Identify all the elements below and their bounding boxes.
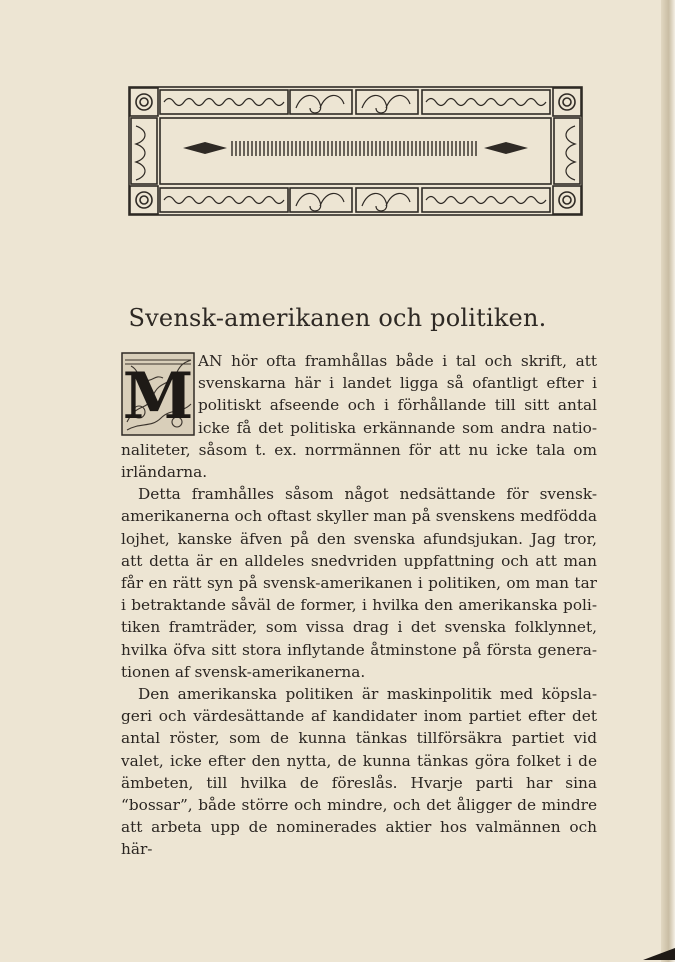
body-text: [121, 350, 597, 861]
paragraph-2: Detta framhålles såsom något nedsättande för svensk-amerikanerna och oftast skyller man på svenskens medfödda lojhet, kanske äfven på den svenska afundsjukan. Jag tror, att detta är en alldeles snedvriden uppfattning och att man får en rätt syn på svensk-amerikanen i politiken, om man tar i betraktande såväl de former, i hvilka den amerikanska politiken framträder, som vissa drag i det svenska folklynnet, hvilka öfva sitt stora inflytande åtminstone på första generationen af svensk-amerikanerna.: [121, 485, 597, 681]
page-edge: [661, 0, 675, 962]
drop-cap-letter: M: [122, 359, 194, 434]
paragraph-3: Den amerikanska politiken är maskinpolitik med köpslageri och värdesättande af kandidater inom partiet efter det antal röster, som de kunna tänkas tillförsäkra partiet vid valet, icke efter den nytta, de kunna tänkas göra folket i de ämbeten, till hvilka de föreslås. Hvarje parti har sina “bossar”, både större och mindre, och det åligger de mindre att arbeta upp de nominerades aktier hos valmännen och här-: [121, 685, 597, 859]
paragraph-lead: AN: [198, 352, 223, 370]
paragraph-1: [121, 350, 597, 483]
page-corner-icon: [643, 944, 675, 962]
ornamental-initial-icon: [121, 352, 195, 436]
chapter-title: Svensk-amerikanen och politiken.: [128, 304, 547, 332]
paragraph-text: hör ofta framhållas både i tal och skrift, att svenskarna här i landet ligga så ofantligt efter i politiskt afseende och i förhållande till sitt antal icke få det politiska erkännande som andra nationaliteter, såsom t. ex. norrmännen för att nu icke tala om irländarna.: [121, 352, 597, 482]
decorative-headpiece-icon: [128, 86, 583, 216]
